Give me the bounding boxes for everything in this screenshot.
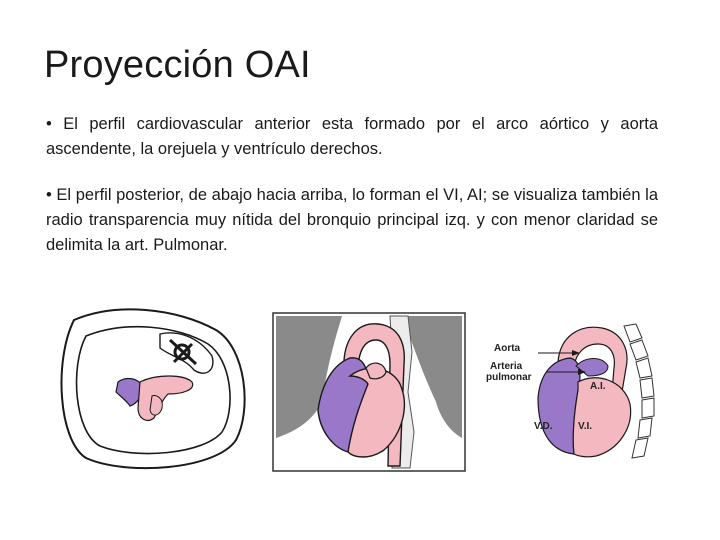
figure-chest-schematic <box>272 312 466 472</box>
pulmonary-artery <box>366 363 386 379</box>
label-ai: A.I. <box>590 381 606 392</box>
label-aorta: Aorta <box>494 343 521 354</box>
figure-labeled-heart <box>484 322 666 462</box>
figure-thorax-cross-section <box>56 300 252 472</box>
slide-title: Proyección OAI <box>44 44 311 86</box>
vertebrae <box>624 324 654 458</box>
paragraph-anterior-profile: • El perfil cardiovascular anterior esta formado por el arco aórtico y aorta ascendente, la orejuela y ventrículo derechos. <box>46 115 658 158</box>
label-pulmonar: pulmonar <box>486 372 532 383</box>
atrium-shape <box>150 396 162 416</box>
paragraph-posterior-profile: • El perfil posterior, de abajo hacia arriba, lo forman el VI, AI; se visualiza también la radio transparencia muy nítida del bronquio principal izq. y con menor claridad se delimita la art. Pulmonar. <box>46 186 658 254</box>
label-vi: V.I. <box>578 421 593 432</box>
label-vd: V.D. <box>534 421 553 432</box>
label-arteria: Arteria <box>490 361 523 372</box>
